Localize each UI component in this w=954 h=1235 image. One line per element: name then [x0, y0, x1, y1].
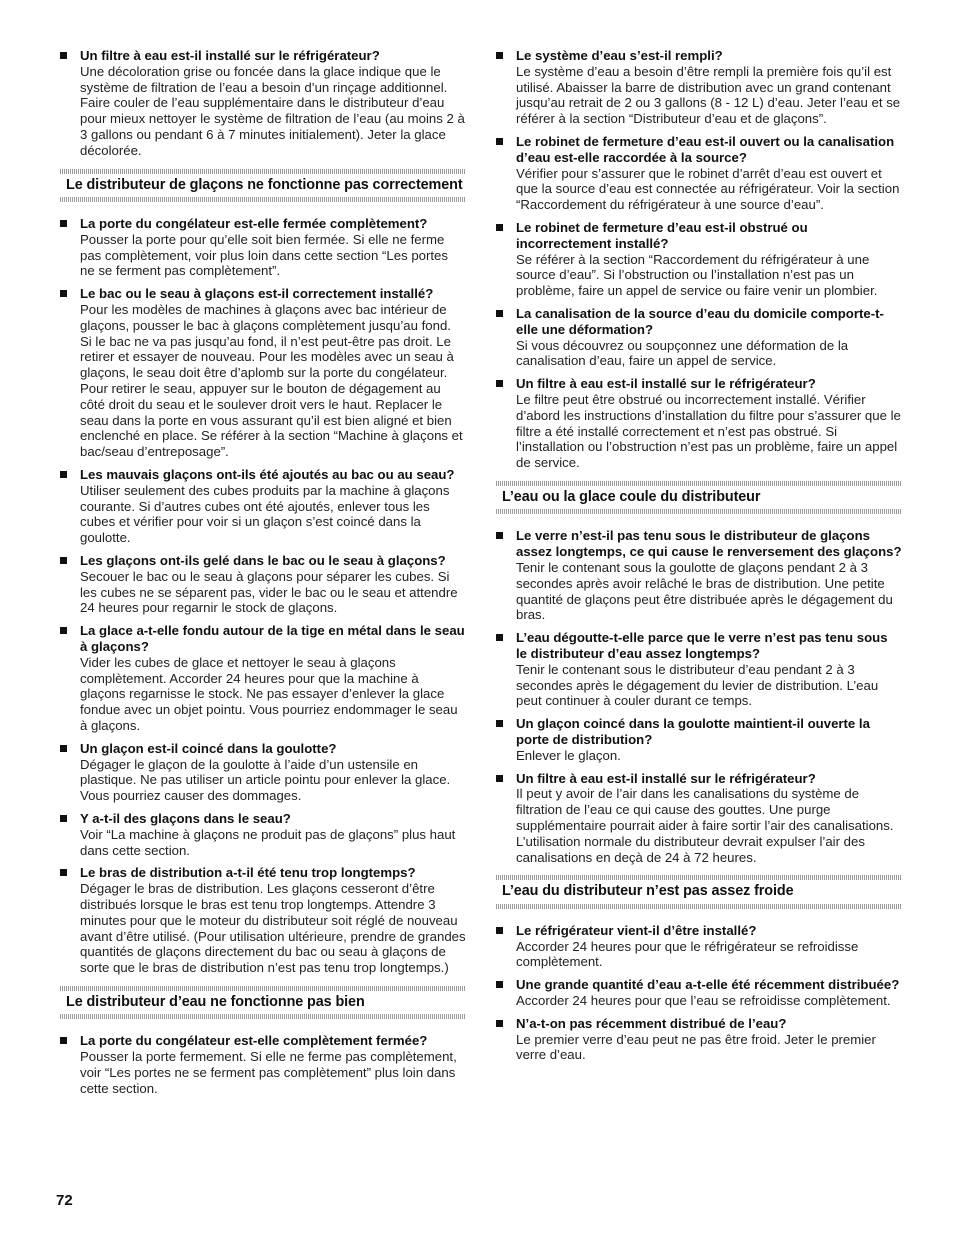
bullet-icon: [60, 290, 67, 297]
ice-dispenser-list: [60, 216, 466, 976]
section-header-leak: [496, 481, 902, 515]
bullet-icon: [496, 310, 503, 317]
bullet-icon: [496, 720, 503, 727]
bullet-icon: [60, 557, 67, 564]
left-intro-list: [60, 48, 466, 159]
water-dispenser-list-left: [60, 1033, 466, 1096]
section-title: Le distributeur de glaçons ne fonctionne pas correctement: [66, 176, 463, 193]
item-answer: Une décoloration grise ou foncée dans la glace indique que le système de filtration de l’eau a besoin d’un rinçage additionnel. Faire couler de l’eau supplémentaire dans le distributeur d’eau pour mieux nettoyer le système de filtration de l’eau (au moins 2 à 3 gallons ou pendant 6 à 7 minutes initialement). Jeter la glace décolorée.: [80, 63, 465, 158]
list-item: [60, 623, 466, 734]
section-header-ice: [60, 169, 466, 203]
list-item: [496, 220, 902, 299]
item-question: La glace a-t-elle fondu autour de la tige en métal dans le seau à glaçons?: [80, 623, 465, 654]
list-item: [496, 134, 902, 213]
section-title: L’eau du distributeur n’est pas assez froide: [502, 883, 794, 900]
list-item: [60, 1033, 466, 1096]
bullet-icon: [496, 224, 503, 231]
list-item: [496, 716, 902, 763]
bullet-icon: [496, 532, 503, 539]
list-item: [60, 553, 466, 616]
item-question: La porte du congélateur est-elle complètement fermée?: [80, 1033, 428, 1049]
list-item: [496, 1016, 902, 1063]
item-answer: Pour les modèles de machines à glaçons avec bac intérieur de glaçons, pousser le bac à glaçons complètement jusqu’au fond. Si le bac ne va pas jusqu’au fond, il n’est peut-être pas droit. Le retirer et essayer de nouveau. Pour les modèles avec un seau à glaçons, le seau doit être d’aplomb sur la porte du congélateur. Pour retirer le seau, appuyer sur le bouton de dégagement au côté droit du seau et le soulever droit vers le haut. Replacer le seau dans la porte en vous assurant qu’il est bien aligné et bien enclenché en place. Se référer à la section “Machine à glaçons et bac/seau d’entreposage”.: [80, 302, 463, 460]
item-question: Une grande quantité d’eau a-t-elle été récemment distribuée?: [516, 977, 900, 993]
item-question: Les glaçons ont-ils gelé dans le bac ou le seau à glaçons?: [80, 553, 446, 569]
bullet-icon: [60, 815, 67, 822]
item-question: Le robinet de fermeture d’eau est-il obstrué ou incorrectement installé?: [516, 219, 808, 251]
water-dispenser-list-right: [496, 48, 902, 471]
bullet-icon: [496, 634, 503, 641]
item-question: L’eau dégoutte-t-elle parce que le verre n’est pas tenu sous le distributeur d’eau assez longtemps?: [516, 630, 888, 661]
item-question: Y a-t-il des glaçons dans le seau?: [80, 810, 291, 826]
list-item: [496, 376, 902, 471]
bullet-icon: [60, 220, 67, 227]
item-question: La canalisation de la source d’eau du domicile comporte-t-elle une déformation?: [516, 305, 884, 337]
item-question: Un filtre à eau est-il installé sur le réfrigérateur?: [516, 770, 816, 786]
bullet-icon: [60, 471, 67, 478]
list-item: [496, 306, 902, 369]
list-item: [496, 528, 902, 623]
bullet-icon: [496, 380, 503, 387]
list-item: [60, 286, 466, 460]
list-item: [496, 630, 902, 709]
cold-water-list: [496, 923, 902, 1063]
item-answer: Enlever le glaçon.: [516, 747, 621, 763]
list-item: [60, 865, 466, 976]
item-question: Le bras de distribution a-t-il été tenu trop longtemps?: [80, 865, 416, 881]
item-answer: Accorder 24 heures pour que l’eau se refroidisse complètement.: [516, 993, 891, 1009]
list-item: [60, 48, 466, 159]
list-item: [60, 741, 466, 804]
item-question: Le robinet de fermeture d’eau est-il ouvert ou la canalisation d’eau est-elle raccordée à la source?: [516, 133, 895, 165]
item-answer: Tenir le contenant sous le distributeur d’eau pendant 2 à 3 secondes après le dégagement du levier de distribution. L’eau peut continuer à couler durant ce temps.: [516, 661, 879, 709]
item-question: Le réfrigérateur vient-il d’être installé?: [516, 922, 757, 938]
item-question: Le système d’eau s’est-il rempli?: [516, 48, 723, 63]
item-question: Un filtre à eau est-il installé sur le réfrigérateur?: [80, 48, 380, 63]
bullet-icon: [496, 138, 503, 145]
bullet-icon: [496, 775, 503, 782]
list-item: [496, 771, 902, 866]
item-answer: Le système d’eau a besoin d’être rempli la première fois qu’il est utilisé. Abaisser la barre de distribution avec un grand contenant jusqu’au retrait de 2 ou 3 gallons (8 - 12 L) d’eau. Jeter l’eau et se référer à la section “Distributeur d’eau et de glaçons”.: [516, 63, 901, 127]
bullet-icon: [496, 927, 503, 934]
item-answer: Vider les cubes de glace et nettoyer le seau à glaçons complètement. Accorder 24 heures pour que la machine à glaçons regarnisse le stock. Ne pas essayer d’enlever la glace fondue avec un objet pointu. Vous pourriez endommager le seau à glaçons.: [80, 654, 458, 733]
list-item: [60, 467, 466, 546]
item-question: Un glaçon coincé dans la goulotte maintient-il ouverte la porte de distribution?: [516, 716, 870, 747]
item-answer: Le filtre peut être obstrué ou incorrectement installé. Vérifier d’abord les instructions d’installation du filtre pour s’assurer que le filtre a été installé correctement et n’est pas obstrué. Si l’installation ou l’obstruction n’est pas un problème, faire un appel de service.: [516, 391, 901, 471]
section-header-cold: [496, 875, 902, 909]
item-answer: Le premier verre d’eau peut ne pas être froid. Jeter le premier verre d’eau.: [516, 1031, 876, 1063]
item-answer: Pousser la porte pour qu’elle soit bien fermée. Si elle ne ferme pas complètement, voir plus loin dans cette section “Les portes ne se ferment pas complètement”.: [80, 231, 448, 279]
item-answer: Pousser la porte fermement. Si elle ne ferme pas complètement, voir “Les portes ne se ferment pas complètement” plus loin dans cette section.: [80, 1049, 457, 1096]
bullet-icon: [60, 745, 67, 752]
bullet-icon: [496, 1020, 503, 1027]
item-answer: Secouer le bac ou le seau à glaçons pour séparer les cubes. Si les cubes ne se séparent pas, vider le bac ou le seau et attendre 24 heures pour regarnir le stock de glaçons.: [80, 568, 458, 616]
bullet-icon: [60, 52, 67, 59]
leak-list: [496, 528, 902, 865]
section-title: Le distributeur d’eau ne fonctionne pas bien: [66, 993, 365, 1010]
right-column: [496, 48, 902, 1070]
item-answer: Dégager le glaçon de la goulotte à l’aide d’un ustensile en plastique. Ne pas utiliser un article pointu pour enlever la glace. Vous pourriez causer des dommages.: [80, 756, 451, 804]
section-title: L’eau ou la glace coule du distributeur: [502, 488, 761, 505]
bullet-icon: [496, 52, 503, 59]
item-question: Un filtre à eau est-il installé sur le réfrigérateur?: [516, 376, 816, 392]
item-answer: Tenir le contenant sous la goulotte de glaçons pendant 2 à 3 secondes après avoir relâché le bras de distribution. Une petite quantité de glaçons peut être distribuée après le dégagement du bras.: [516, 560, 893, 623]
item-answer: Si vous découvrez ou soupçonnez une déformation de la canalisation d’eau, faire un appel de service.: [516, 337, 849, 369]
item-question: Les mauvais glaçons ont-ils été ajoutés au bac ou au seau?: [80, 467, 455, 483]
bullet-icon: [60, 1037, 67, 1044]
section-rule-bottom: [60, 1014, 466, 1019]
page-number: 72: [56, 1192, 73, 1209]
item-answer: Dégager le bras de distribution. Les glaçons cesseront d’être distribués lorsque le bras est tenu trop longtemps. Attendre 3 minutes pour que le moteur du distributeur soit réglé de nouveau avant d’être utilisé. (Pour utilisation ultérieure, prendre de grandes quantités de glaçons directement du bac ou seau à glaçons de sorte que le bras de distribution n’est pas tenu trop longtemps.): [80, 881, 466, 976]
item-answer: Vérifier pour s’assurer que le robinet d’arrêt d’eau est ouvert et que la source d’eau est connectée au réfrigérateur. Voir la section “Raccordement du réfrigérateur à une source d’eau”.: [516, 165, 900, 213]
item-answer: Accorder 24 heures pour que le réfrigérateur se refroidisse complètement.: [516, 938, 859, 970]
list-item: [60, 216, 466, 279]
bullet-icon: [496, 981, 503, 988]
section-rule-bottom: [496, 904, 902, 909]
list-item: [60, 811, 466, 858]
item-question: N’a-t-on pas récemment distribué de l’eau?: [516, 1015, 787, 1031]
item-answer: Se référer à la section “Raccordement du réfrigérateur à une source d’eau”. Si l’obstruction ou l’installation n’est pas un problème, faire un appel de service ou faire venir un plombier.: [516, 251, 878, 299]
item-answer: Utiliser seulement des cubes produits par la machine à glaçons courante. Si d’autres cubes ont été ajoutés, enlever tous les cubes et vérifier pour voir si un glaçon s’est coincé dans la goulotte.: [80, 482, 450, 546]
item-question: Un glaçon est-il coincé dans la goulotte?: [80, 740, 337, 756]
item-question: La porte du congélateur est-elle fermée complètement?: [80, 216, 428, 232]
list-item: [496, 923, 902, 970]
item-answer: Voir “La machine à glaçons ne produit pas de glaçons” plus haut dans cette section.: [80, 826, 456, 858]
section-header-water: [60, 986, 466, 1020]
item-question: Le verre n’est-il pas tenu sous le distributeur de glaçons assez longtemps, ce qui cause le renversement des glaçons?: [516, 528, 902, 560]
item-question: Le bac ou le seau à glaçons est-il correctement installé?: [80, 286, 434, 302]
section-rule-bottom: [60, 197, 466, 202]
list-item: [496, 48, 902, 127]
item-answer: Il peut y avoir de l’air dans les canalisations du système de filtration de l’eau ce qui cause des gouttes. Une purge supplémentaire pourrait aider à faire sortir l’air des canalisations. L’utilisation normale du distributeur devrait expulser l’air des canalisations en deçà de 24 à 72 heures.: [516, 786, 894, 865]
bullet-icon: [60, 869, 67, 876]
list-item: [496, 977, 902, 1009]
left-column: [60, 48, 466, 1104]
section-rule-bottom: [496, 509, 902, 514]
bullet-icon: [60, 627, 67, 634]
